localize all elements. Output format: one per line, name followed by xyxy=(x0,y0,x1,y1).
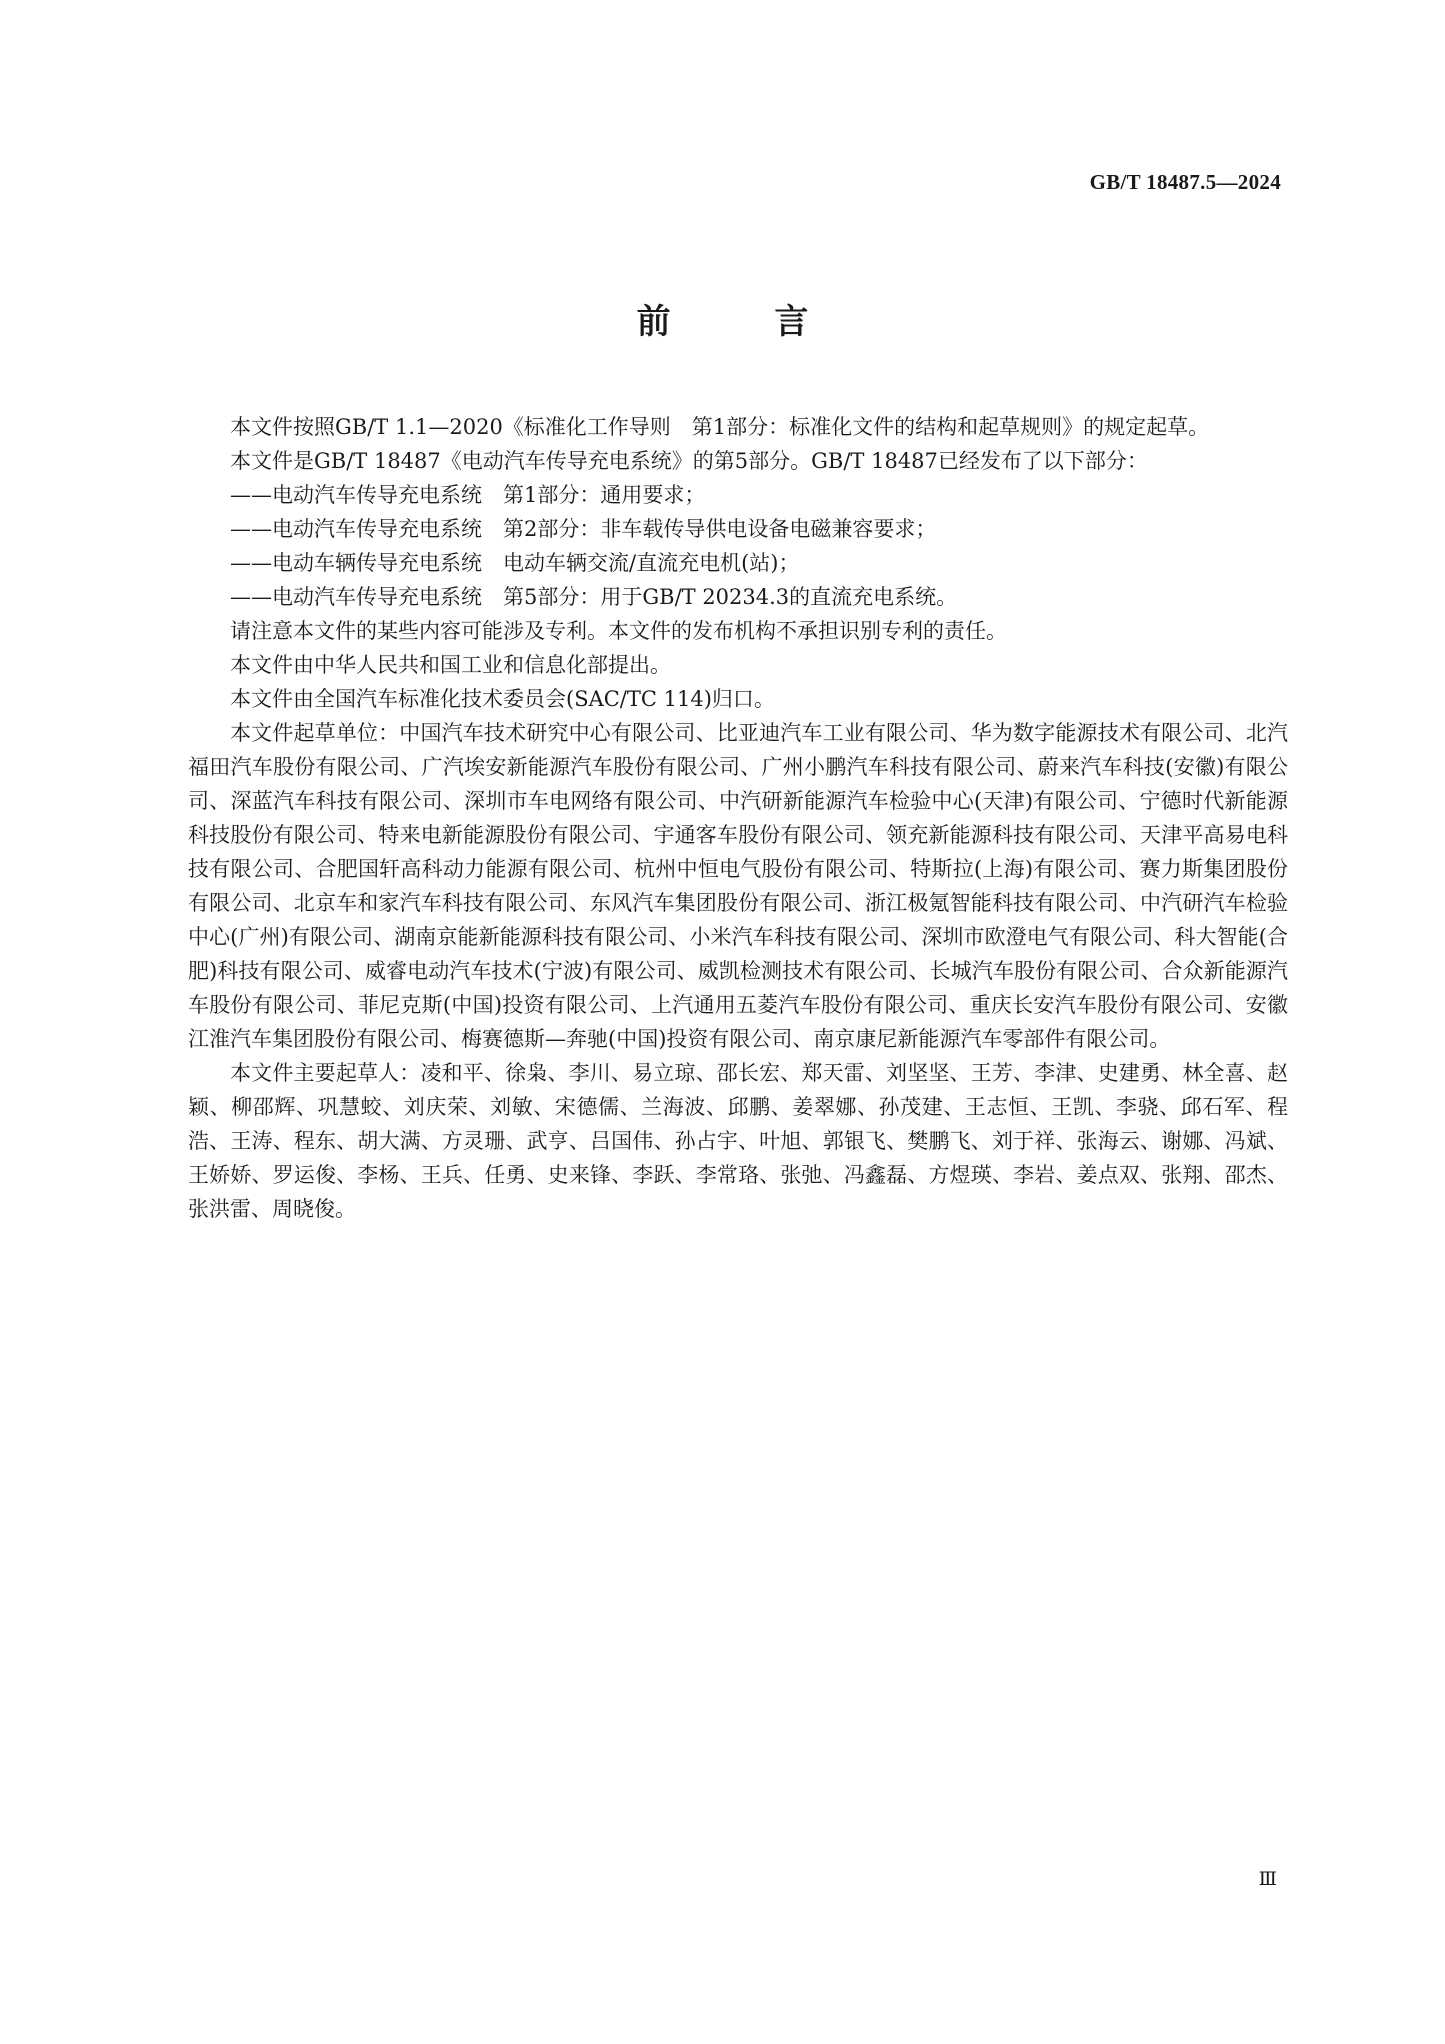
paragraph-drafting-rules: 本文件按照GB/T 1.1—2020《标准化工作导则 第1部分：标准化文件的结构和起草规则》的规定起草。 xyxy=(230,415,1210,439)
standard-number: GB/T 18487.5—2024 xyxy=(1089,170,1281,194)
page-number: Ⅲ xyxy=(1258,1869,1277,1890)
paragraph-drafting-organizations: 本文件起草单位：中国汽车技术研究中心有限公司、比亚迪汽车工业有限公司、华为数字能源技术有限公司、北汽福田汽车股份有限公司、广汽埃安新能源汽车股份有限公司、广州小鹏汽车科技有限公司、蔚来汽车科技(安徽)有限公司、深蓝汽车科技有限公司、深圳市车电网络有限公司、中汽研新能源汽车检验中心(天津)有限公司、宁德时代新能源科技股份有限公司、特来电新能源股份有限公司、宇通客车股份有限公司、领充新能源科技有限公司、天津平高易电科技有限公司、合肥国轩高科动力能源有限公司、杭州中恒电气股份有限公司、特斯拉(上海)有限公司、赛力斯集团股份有限公司、北京车和家汽车科技有限公司、东风汽车集团股份有限公司、浙江极氪智能科技有限公司、中汽研汽车检验中心(广州)有限公司、湖南京能新能源科技有限公司、小米汽车科技有限公司、深圳市欧澄电气有限公司、科大智能(合肥)科技有限公司、威睿电动汽车技术(宁波)有限公司、威凯检测技术有限公司、长城汽车股份有限公司、合众新能源汽车股份有限公司、菲尼克斯(中国)投资有限公司、上汽通用五菱汽车股份有限公司、重庆长安汽车股份有限公司、安徽江淮汽车集团股份有限公司、梅赛德斯—奔驰(中国)投资有限公司、南京康尼新能源汽车零部件有限公司。 xyxy=(188,721,1288,1051)
list-item-part-1: ——电动汽车传导充电系统 第1部分：通用要求； xyxy=(230,483,706,507)
list-item-part-2: ——电动汽车传导充电系统 第2部分：非车载传导供电设备电磁兼容要求； xyxy=(230,517,937,541)
paragraph-drafters: 本文件主要起草人：凌和平、徐枭、李川、易立琼、邵长宏、郑天雷、刘坚坚、王芳、李津、史建勇、林全喜、赵颖、柳邵辉、巩慧蛟、刘庆荣、刘敏、宋德儒、兰海波、邱鹏、姜翠娜、孙茂建、王志恒、王凯、李骁、邱石军、程浩、王涛、程东、胡大满、方灵珊、武亨、吕国伟、孙占宇、叶旭、郭银飞、樊鹏飞、刘于祥、张海云、谢娜、冯斌、王娇娇、罗运俊、李杨、王兵、任勇、史来锋、李跃、李常珞、张弛、冯鑫磊、方煜瑛、李岩、姜点双、张翔、邵杰、张洪雷、周晓俊。 xyxy=(188,1061,1288,1221)
list-item-part-3: ——电动车辆传导充电系统 电动车辆交流/直流充电机(站)； xyxy=(230,551,800,575)
paragraph-series-intro: 本文件是GB/T 18487《电动汽车传导充电系统》的第5部分。GB/T 18487已经发布了以下部分： xyxy=(230,449,1148,473)
page-title: 前 言 xyxy=(636,302,855,342)
paragraph-patent-notice: 请注意本文件的某些内容可能涉及专利。本文件的发布机构不承担识别专利的责任。 xyxy=(230,619,1007,643)
foreword-body xyxy=(188,410,1288,1226)
paragraph-proposer: 本文件由中华人民共和国工业和信息化部提出。 xyxy=(230,653,671,677)
paragraph-technical-committee: 本文件由全国汽车标准化技术委员会(SAC/TC 114)归口。 xyxy=(230,687,775,711)
list-item-part-5: ——电动汽车传导充电系统 第5部分：用于GB/T 20234.3的直流充电系统。 xyxy=(230,585,958,609)
